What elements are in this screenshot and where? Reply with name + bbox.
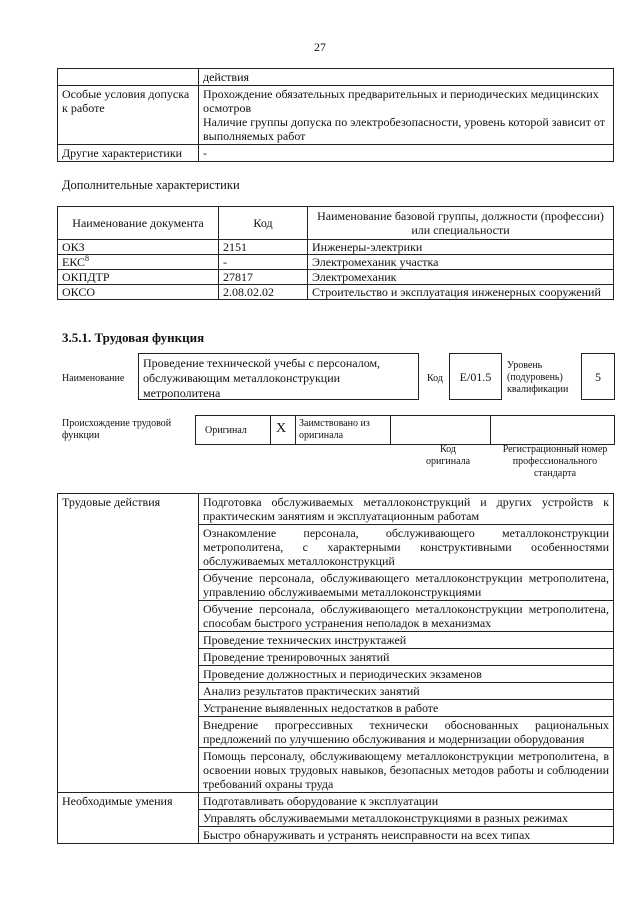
additional-table — [57, 206, 614, 300]
conditions-table — [57, 68, 614, 162]
list-item: Внедрение прогрессивных технически обоснованных рациональных предложений по улучшению обслуживания и модернизации оборудования — [199, 717, 614, 748]
table-row — [58, 793, 614, 810]
name-cell: Электромеханик участка — [308, 255, 614, 270]
list-item: Помощь персоналу, обслуживающему металлоконструкции метрополитена, в освоении новых трудовых навыков, безопасных методов работы и соблюдении требований охраны труда — [199, 748, 614, 793]
name-label: Наименование — [62, 373, 125, 384]
code-caption: Код оригинала — [425, 444, 471, 467]
original-label: Оригинал — [205, 425, 247, 436]
list-item: Обучение персонала, обслуживающего металлоконструкции метрополитена, управлению обслуживаемыми металлоконструкциями — [199, 570, 614, 601]
table-row — [58, 145, 614, 162]
level-label: Уровень (подуровень) квалификации — [507, 360, 569, 395]
function-code: E/01.5 — [449, 353, 502, 400]
row-label: Особые условия допуска к работе — [58, 86, 199, 145]
row-value: действия — [199, 69, 614, 86]
list-item: Проведение должностных и периодических экзаменов — [199, 666, 614, 683]
value-line: Наличие группы допуска по электробезопасности, уровень которой зависит от выполняемых работ — [203, 115, 606, 143]
column-header: Наименование документа — [58, 207, 219, 240]
origin-label: Происхождение трудовой функции — [62, 418, 172, 441]
footnote-mark: 8 — [85, 254, 90, 263]
code-cell: 2151 — [219, 240, 308, 255]
table-row — [58, 270, 614, 285]
doc-cell — [58, 255, 219, 270]
header-row — [58, 207, 614, 240]
page-number: 27 — [314, 40, 326, 54]
list-item: Анализ результатов практических занятий — [199, 683, 614, 700]
function-title: 3.5.1. Трудовая функция — [62, 330, 205, 345]
doc-name: ЕКС — [62, 255, 86, 269]
list-item: Устранение выявленных недостатков в работе — [199, 700, 614, 717]
row-value: - — [199, 145, 614, 162]
work-table — [57, 493, 614, 844]
code-cell: - — [219, 255, 308, 270]
row-label — [58, 69, 199, 86]
list-item: Управлять обслуживаемыми металлоконструкциями в разных режимах — [199, 810, 614, 827]
divider — [490, 415, 491, 445]
column-header: Код — [219, 207, 308, 240]
list-item: Быстро обнаруживать и устранять неисправности на всех типах — [199, 827, 614, 844]
row-label: Трудовые действия — [58, 494, 199, 793]
list-item: Ознакомление персонала, обслуживающего металлоконструкции метрополитена, с характерными конструктивными особенностями обслуживаемых металлоконструкций — [199, 525, 614, 570]
table-row — [58, 285, 614, 300]
doc-cell: ОКЗ — [58, 240, 219, 255]
doc-cell: ОКПДТР — [58, 270, 219, 285]
column-header: Наименование базовой группы, должности (профессии) или специальности — [308, 207, 614, 240]
original-mark: X — [276, 421, 287, 436]
list-item: Обучение персонала, обслуживающего металлоконструкции метрополитена, способам быстрого устранения неполадок в механизмах — [199, 601, 614, 632]
code-label: Код — [427, 373, 443, 384]
name-cell: Строительство и эксплуатация инженерных сооружений — [308, 285, 614, 300]
name-cell: Электромеханик — [308, 270, 614, 285]
value-line: Прохождение обязательных предварительных и периодических медицинских осмотров — [203, 87, 599, 115]
doc-cell: ОКСО — [58, 285, 219, 300]
code-cell: 2.08.02.02 — [219, 285, 308, 300]
origin-box — [195, 415, 615, 445]
reg-number-caption: Регистрационный номер профессионального стандарта — [502, 444, 608, 479]
table-row — [58, 69, 614, 86]
divider — [270, 415, 271, 445]
row-label: Другие характеристики — [58, 145, 199, 162]
table-row — [58, 86, 614, 145]
table-row — [58, 240, 614, 255]
list-item: Проведение тренировочных занятий — [199, 649, 614, 666]
name-cell: Инженеры-электрики — [308, 240, 614, 255]
divider — [295, 415, 296, 445]
list-item: Проведение технических инструктажей — [199, 632, 614, 649]
function-name: Проведение технической учебы с персоналом, обслуживающим металлоконструкции метрополитена — [138, 353, 419, 400]
row-label: Необходимые умения — [58, 793, 199, 844]
divider — [390, 415, 391, 445]
table-row — [58, 255, 614, 270]
table-row — [58, 494, 614, 525]
list-item: Подготовка обслуживаемых металлоконструкций и других устройств к практическим занятиям и эксплуатационным работам — [199, 494, 614, 525]
row-value — [199, 86, 614, 145]
additional-heading: Дополнительные характеристики — [62, 178, 240, 192]
function-level: 5 — [581, 353, 615, 400]
borrowed-label: Заимствовано из оригинала — [299, 418, 370, 441]
code-cell: 27817 — [219, 270, 308, 285]
list-item: Подготавливать оборудование к эксплуатации — [199, 793, 614, 810]
